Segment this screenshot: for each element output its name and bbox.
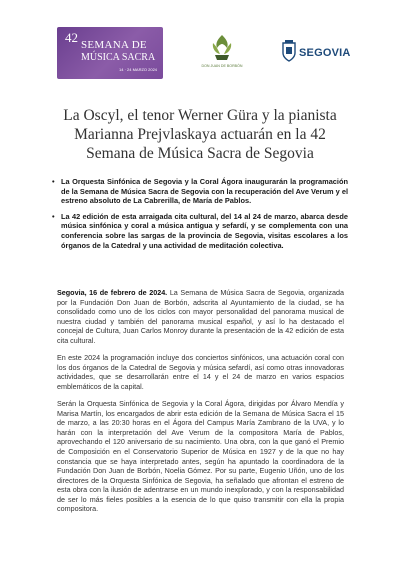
logo-edition: 42 xyxy=(65,30,78,45)
highlight-item xyxy=(52,212,348,250)
semana-musica-sacra-logo xyxy=(57,27,163,79)
logo-line1: SEMANA DE xyxy=(81,39,147,51)
fundacion-logo xyxy=(200,33,244,79)
fundacion-caption: DON JUAN DE BORBÓN xyxy=(201,64,243,68)
highlight-item xyxy=(52,177,348,206)
highlight-text: La 42 edición de esta arraigada cita cultural, del 14 al 24 de marzo, abarca desde música sinfónica y coral a música antigua y sefardí, y se complementa con una conferencia sobre las sargas de la provincia de Segovia, visitas escolares a los órganos de la Catedral y una actividad de meditación colectiva. xyxy=(61,211,348,250)
segovia-crest-icon xyxy=(282,40,296,62)
article-body xyxy=(57,288,344,522)
highlights-list xyxy=(52,177,348,256)
segovia-logo xyxy=(282,39,351,65)
bullet-icon: • xyxy=(52,177,55,186)
logo-dates: 14 · 24 MARZO 2024 xyxy=(119,67,158,72)
paragraph-3: Serán la Orquesta Sinfónica de Segovia y la Coral Ágora, dirigidas por Álvaro Mendía y Marisa Martín, los encargados de abrir esta edición de la Semana de Música Sacra el 15 de marzo, a las 20:30 horas en el Ágora del Campus María Zambrano de la UVA, y lo harán con la interpretación del Ave Verum de la compositora María de Pablos, aprovechando el 120 aniversario de su nacimiento. Una obra, con la que ganó el Premio de Composición en el Conservatorio Superior de Música en 1927 y de la que no hay constancia que se haya interpretado antes, según ha apuntado la coordinadora de la Fundación Don Juan de Borbón, Noelia Gómez. Por su parte, Eugenio Uñón, uno de los directores de la Orquesta Sinfónica de Segovia, ha señalado que afrontan el estreno de esta obra con la ilusión de adentrarse en un mundo inexplorado, y con la responsabilidad de ser lo más fieles posibles a la esencia de lo que quiso transmitir con ella la propia compositora. xyxy=(57,398,344,514)
highlight-text: La Orquesta Sinfónica de Segovia y la Coral Ágora inaugurarán la programación de la Semana de Música Sacra de Segovia con la recuperación del Ave Verum y el estreno absoluto de La Cabrerilla, de María de Pablos. xyxy=(61,177,348,206)
segovia-name: SEGOVIA xyxy=(299,47,351,59)
page-title: La Oscyl, el tenor Werner Güra y la pianista Marianna Prejvlaskaya actuarán en la 42 Semana de Música Sacra de Segovia xyxy=(63,107,337,162)
fundacion-emblem-icon xyxy=(209,33,235,63)
paragraph-2: En este 2024 la programación incluye dos conciertos sinfónicos, una actuación coral con los dos órganos de la Catedral de Segovia y música sefardí, así como otras innovadoras actividades, que se desarrollarán entre el 14 y el 24 de marzo en varios espacios emblemáticos de la capital. xyxy=(57,353,344,391)
paragraph-1-text: La Semana de Música Sacra de Segovia, organizada por la Fundación Don Juan de Borbón, adscrita al Ayuntamiento de la ciudad, se ha consolidado como uno de los ciclos con mayor personalidad del panorama musical de nuestra ciudad y también del panorama musical español, y así lo ha destacado el concejal de Cultura, Juan Carlos Monroy durante la presentación de la 42 edición de esta cita cultural. xyxy=(57,288,344,345)
paragraph-1 xyxy=(57,288,344,346)
logo-line2: MÚSICA SACRA xyxy=(81,52,156,63)
bullet-icon: • xyxy=(52,211,55,221)
dateline: Segovia, 16 de febrero de 2024. xyxy=(57,288,168,297)
